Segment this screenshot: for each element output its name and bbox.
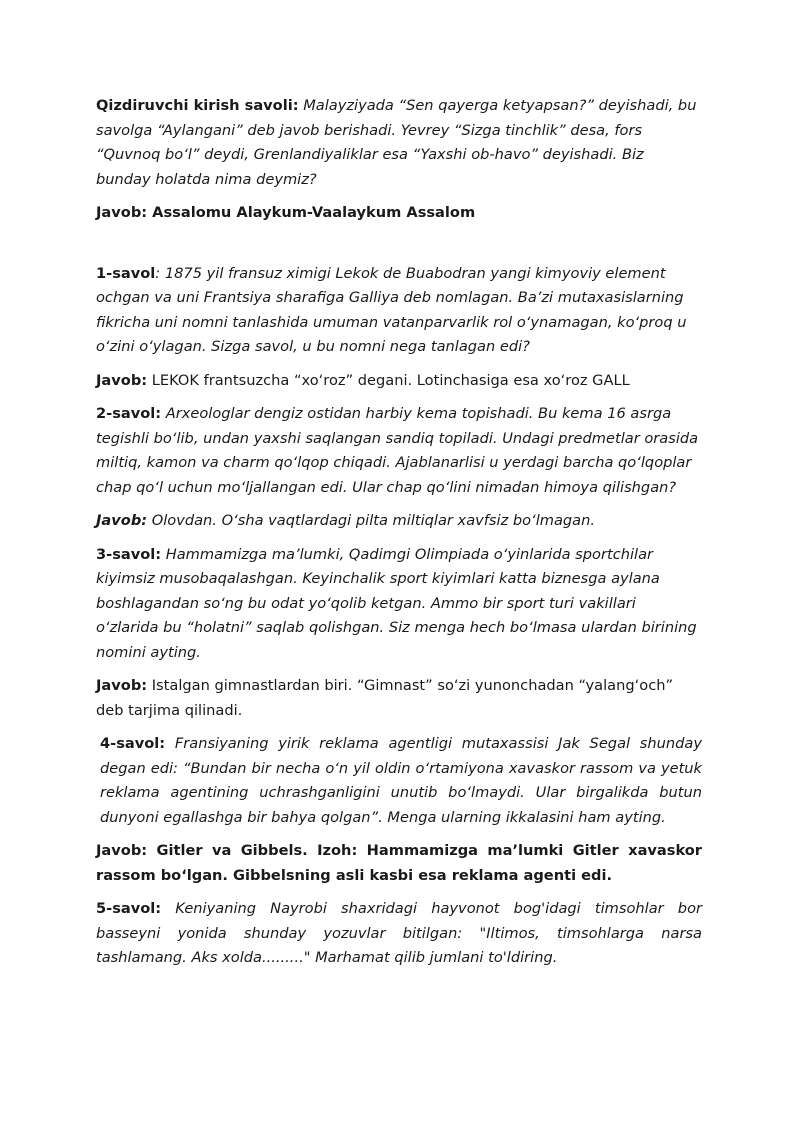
question-3-label: 3-savol: (96, 545, 162, 563)
answer-3-label: Javob: (96, 677, 148, 694)
question-4-label: 4-savol: (100, 735, 166, 752)
question-2-label: 2-savol: (96, 405, 162, 422)
answer-1 (96, 369, 702, 394)
document-page (96, 94, 702, 980)
answer-3 (96, 674, 702, 723)
question-2 (96, 402, 702, 500)
question-4-text: Fransiyaning yirik reklama agentligi mutaxassisi Jak Segal shunday degan edi: “Bundan bir necha o‘n yil oldin o‘rtamiyona xavaskor rassom va yetuk reklama agentining uchrashganligini unutib bo‘lmaydi. Ular birgalikda butun dunyoni egallashga bir bahya qolgan”. Menga ularning ikkalasini ham ayting. (100, 735, 702, 826)
intro-question (96, 94, 702, 192)
question-3 (96, 543, 702, 666)
intro-answer: Javob: Assalomu Alaykum-Vaalaykum Assalom (96, 204, 476, 221)
question-5-text: Keniyaning Nayrobi shaxridagi hayvonot bog'idagi timsohlar bor basseyni yonida shunday yozuvlar bitilgan: "Iltimos, timsohlarga narsa tashlamang. Aks xolda........." Marhamat qilib jumlani to'ldiring. (96, 900, 702, 966)
question-5 (96, 897, 702, 971)
question-5-label: 5-savol: (96, 900, 162, 917)
intro-text: Malayziyada “Sen qayerga ketyapsan?” deyishadi, bu savolga “Aylangani” deb javob berishadi. Yevrey “Sizga tinchlik” desa, fors “Quvnoq bo‘l” deydi, Grenlandiyaliklar esa “Yaxshi ob-havo” deyishadi. Biz bunday holatda nima deymiz? (96, 97, 697, 188)
intro-label: Qizdiruvchi kirish savoli: (96, 97, 299, 114)
question-3-text: Hammamizga ma’lumki, Qadimgi Olimpiada o‘yinlarida sportchilar kiyimsiz musobaqalashgan. Keyinchalik sport kiyimlari katta biznesga aylana boshlagandan so‘ng bu odat yo‘qolib ketgan. Ammo bir sport turi vakillari o‘zlarida bu “holatni” saqlab qolishgan. Siz menga hech bo‘lmasa ulardan birining nomini ayting. (96, 545, 697, 661)
question-1-label: 1-savol (96, 264, 156, 282)
answer-2-label: Javob: (96, 512, 148, 529)
answer-2-text: Olovdan. O‘sha vaqtlardagi pilta miltiqlar xavfsiz bo‘lmagan. (147, 512, 596, 529)
question-1-text: : 1875 yil fransuz ximigi Lekok de Buabodran yangi kimyoviy element ochgan va uni Frantsiya sharafiga Galliya deb nomlagan. Ba’zi mutaxasislarning fikricha uni nomni tanlashida umuman vatanparvarlik rol o‘ynamagan, ko‘proq u o‘zini o‘ylagan. Sizga savol, u bu nomni nega tanlagan edi? (96, 264, 687, 355)
answer-1-text: LEKOK frantsuzcha “xo‘roz” degani. Lotinchasiga esa xo‘roz GALL (147, 371, 630, 389)
answer-1-label: Javob: (96, 371, 148, 389)
answer-4: Javob: Gitler va Gibbels. Izoh: Hammamizga ma’lumki Gitler xavaskor rassom bo‘lgan. Gibbelsning asli kasbi esa reklama agenti edi. (96, 842, 702, 884)
question-4 (96, 732, 702, 830)
answer-3-text: Istalgan gimnastlardan biri. “Gimnast” so‘zi yunonchadan “yalang‘och” deb tarjima qilinadi. (96, 677, 674, 719)
question-2-text: Arxeologlar dengiz ostidan harbiy kema topishadi. Bu kema 16 asrga tegishli bo‘lib, undan yaxshi saqlangan sandiq topiladi. Undagi predmetlar orasida miltiq, kamon va charm qo‘lqop chiqadi. Ajablanarlisi u yerdagi barcha qo‘lqoplar chap qo‘l uchun mo‘ljallangan edi. Ular chap qo‘lini nimadan himoya qilishgan? (96, 405, 699, 496)
answer-2 (96, 509, 702, 534)
question-1 (96, 262, 702, 360)
